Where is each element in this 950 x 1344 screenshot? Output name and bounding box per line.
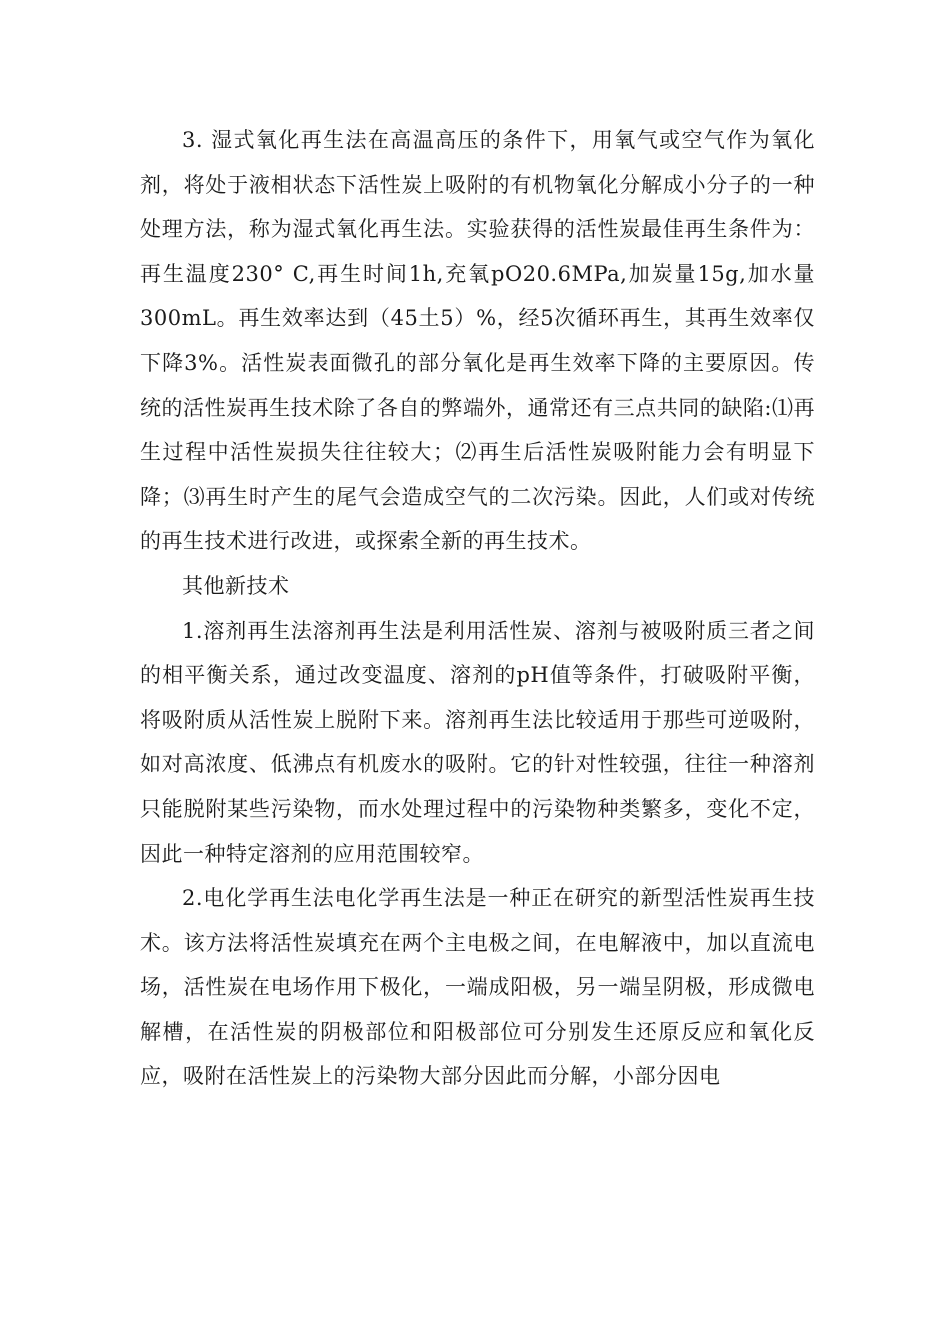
paragraph-wet-oxidation: 3. 湿式氧化再生法在高温高压的条件下，用氧气或空气作为氧化剂，将处于液相状态下活性炭上吸附的有机物氧化分解成小分子的一种处理方法，称为湿式氧化再生法。实验获得的活性炭最佳再生条件为：再生温度230° C,再生时间1h,充氧pO20.6MPa,加炭量15g,加水量300mL。再生效率达到（45土5）%，经5次循环再生，其再生效率仅下降3%。活性炭表面微孔的部分氧化是再生效率下降的主要原因。传统的活性炭再生技术除了各自的弊端外，通常还有三点共同的缺陷:⑴再生过程中活性炭损失往往较大；⑵再生后活性炭吸附能力会有明显下降；⑶再生时产生的尾气会造成空气的二次污染。因此，人们或对传统的再生技术进行改进，或探索全新的再生技术。 — [140, 128, 815, 554]
paragraph-electrochemical-regeneration: 2.电化学再生法电化学再生法是一种正在研究的新型活性炭再生技术。该方法将活性炭填充在两个主电极之间，在电解液中，加以直流电场，活性炭在电场作用下极化，一端成阳极，另一端呈阴极，形成微电解槽，在活性炭的阴极部位和阳极部位可分别发生还原反应和氧化反应，吸附在活性炭上的污染物大部分因此而分解，小部分因电 — [140, 886, 815, 1089]
paragraph-solvent-regeneration: 1.溶剂再生法溶剂再生法是利用活性炭、溶剂与被吸附质三者之间的相平衡关系，通过改变温度、溶剂的pH值等条件，打破吸附平衡，将吸附质从活性炭上脱附下来。溶剂再生法比较适用于那些可逆吸附，如对高浓度、低沸点有机废水的吸附。它的针对性较强，往往一种溶剂只能脱附某些污染物，而水处理过程中的污染物种类繁多，变化不定，因此一种特定溶剂的应用范围较窄。 — [140, 618, 815, 866]
document-page — [140, 118, 815, 1099]
section-heading-other-new-tech: 其他新技术 — [182, 573, 290, 598]
